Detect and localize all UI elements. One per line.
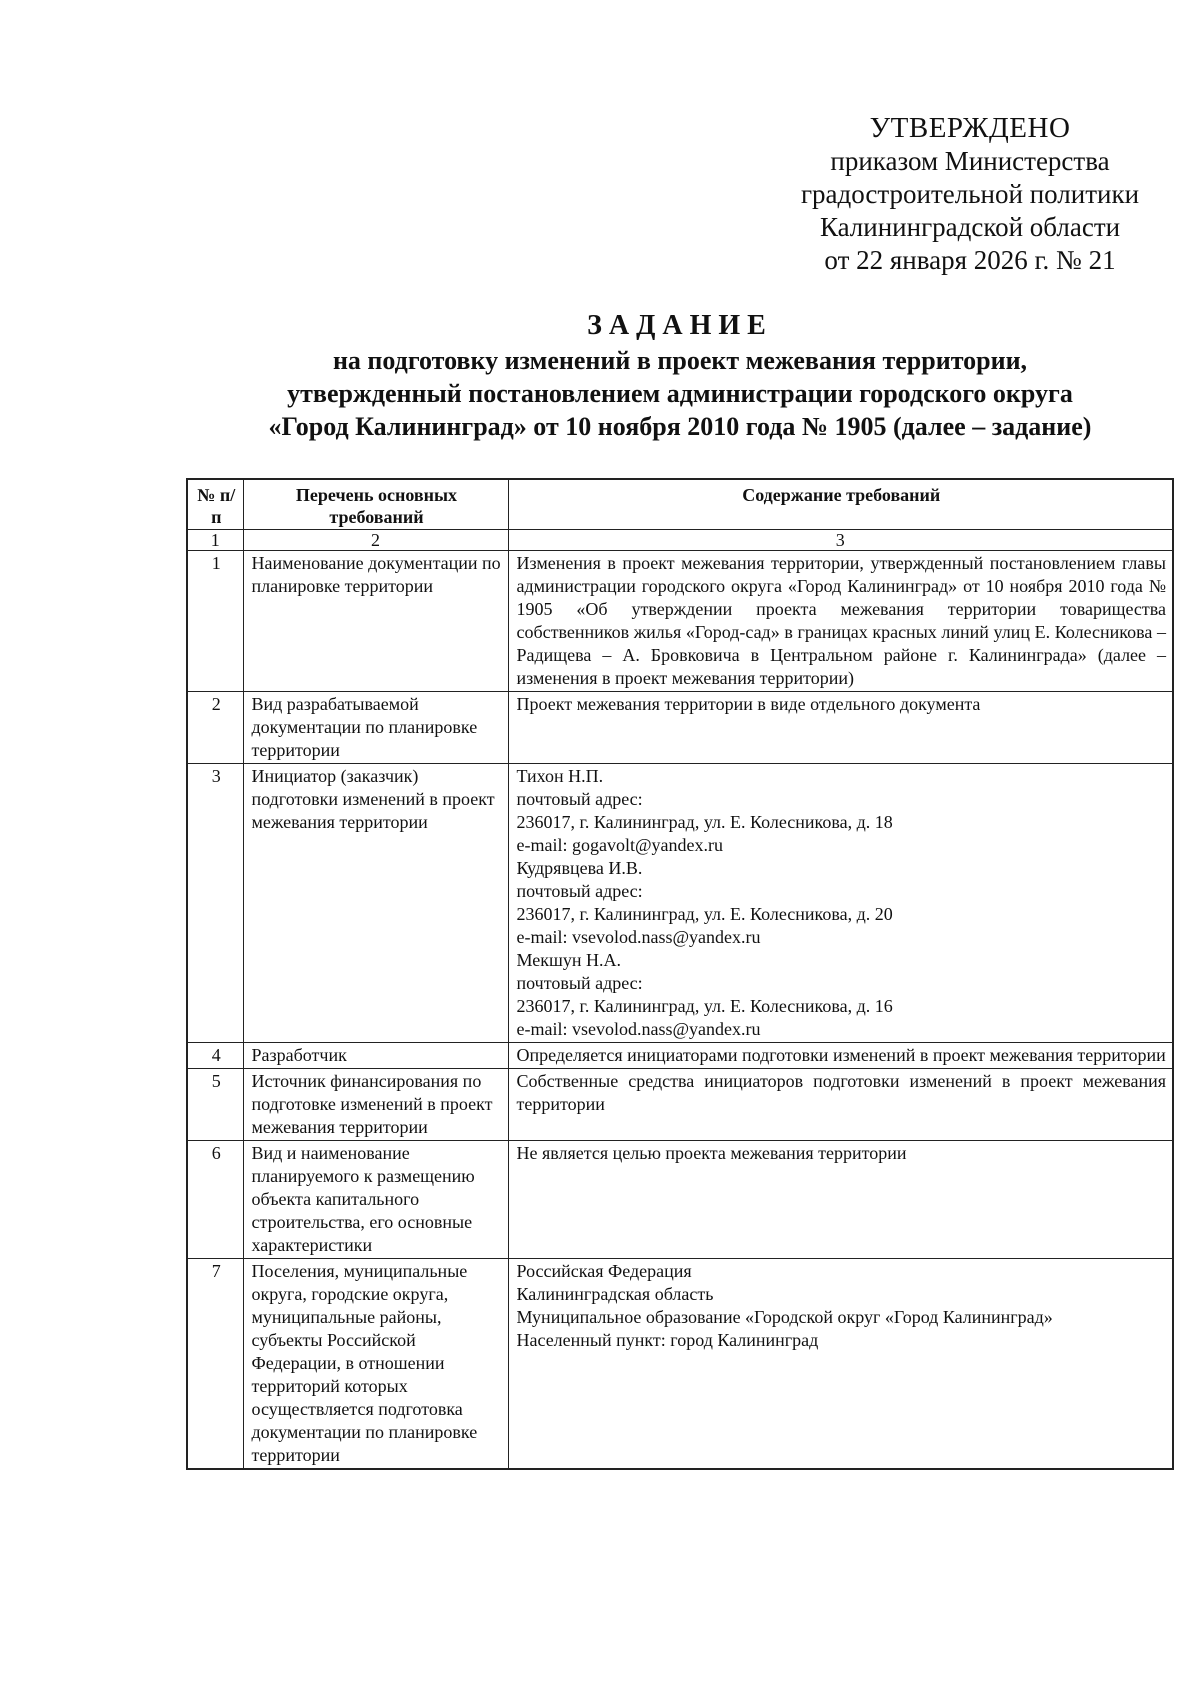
row-content: Проект межевания территории в виде отдельного документа (508, 692, 1173, 764)
table-row (187, 764, 1173, 1043)
row-number: 7 (187, 1259, 243, 1470)
table-row (187, 1141, 1173, 1259)
row-number: 3 (187, 764, 243, 1043)
approval-date-line: от 22 января 2026 г. № 21 (824, 245, 1116, 275)
row-content: Не является целью проекта межевания территории (508, 1141, 1173, 1259)
row-requirement: Источник финансирования по подготовке изменений в проект межевания территории (243, 1069, 508, 1141)
row-content (508, 1259, 1173, 1470)
title-subline: «Город Калининград» от 10 ноября 2010 года № 1905 (далее – задание) (268, 412, 1092, 441)
content-line: Российская Федерация (516, 1261, 692, 1281)
content-line: 236017, г. Калининград, ул. Е. Колесникова, д. 20 (516, 904, 893, 924)
row-number: 1 (187, 551, 243, 692)
approval-stamp (770, 112, 1170, 277)
row-content: Собственные средства инициаторов подготовки изменений в проект межевания территории (508, 1069, 1173, 1141)
content-line: почтовый адрес: (516, 789, 643, 809)
content-line: e-mail: vsevolod.nass@yandex.ru (516, 927, 761, 947)
row-content: Изменения в проект межевания территории, утвержденный постановлением главы администрации городского округа «Город Калининград» от 10 ноября 2010 года № 1905 «Об утверждении проекта межевания территории товарищества собственников жилья «Город-сад» в границах красных линий улиц Е. Колесникова – Радищева – А. Бровковича в Центральном районе г. Калининграда» (далее – изменения в проект межевания территории) (508, 551, 1173, 692)
content-line: Тихон Н.П. (516, 766, 604, 786)
title-subline: утвержденный постановлением администрации городского округа (287, 379, 1073, 408)
content-line: Калининградская область (516, 1284, 714, 1304)
row-requirement: Наименование документации по планировке территории (243, 551, 508, 692)
row-number: 5 (187, 1069, 243, 1141)
document-title (190, 308, 1170, 443)
column-index: 2 (243, 530, 508, 551)
content-line: e-mail: vsevolod.nass@yandex.ru (516, 1019, 761, 1039)
row-requirement: Поселения, муниципальные округа, городские округа, муниципальные районы, субъекты Российской Федерации, в отношении территорий которых осуществляется подготовка документации по планировке территории (243, 1259, 508, 1470)
content-line: 236017, г. Калининград, ул. Е. Колесникова, д. 18 (516, 812, 893, 832)
approval-line: градостроительной политики (800, 179, 1140, 209)
column-index: 1 (187, 530, 243, 551)
content-line: Муниципальное образование «Городской округ «Город Калининград» (516, 1307, 1053, 1327)
header-requirement: Перечень основных требований (243, 479, 508, 530)
content-line: почтовый адрес: (516, 973, 643, 993)
row-requirement: Вид и наименование планируемого к размещению объекта капитального строительства, его основные характеристики (243, 1141, 508, 1259)
table-row (187, 1259, 1173, 1470)
row-requirement: Разработчик (243, 1043, 508, 1069)
column-index-row (187, 530, 1173, 551)
table-row (187, 1043, 1173, 1069)
approval-heading: УТВЕРЖДЕНО (869, 112, 1071, 144)
title-main: ЗАДАНИЕ (587, 310, 773, 341)
content-line: Мекшун Н.А. (516, 950, 621, 970)
row-number: 2 (187, 692, 243, 764)
requirements-table (186, 478, 1174, 1470)
row-number: 6 (187, 1141, 243, 1259)
table-row (187, 551, 1173, 692)
title-subline: на подготовку изменений в проект межевания территории, (332, 346, 1028, 375)
row-requirement: Инициатор (заказчик) подготовки изменений в проект межевания территории (243, 764, 508, 1043)
approval-line: приказом Министерства (830, 146, 1110, 176)
content-line: Кудрявцева И.В. (516, 858, 643, 878)
content-line: e-mail: gogavolt@yandex.ru (516, 835, 724, 855)
content-line: почтовый адрес: (516, 881, 643, 901)
column-index: 3 (508, 530, 1173, 551)
header-number: № п/п (187, 479, 243, 530)
content-line: 236017, г. Калининград, ул. Е. Колесникова, д. 16 (516, 996, 893, 1016)
row-content: Определяется инициаторами подготовки изменений в проект межевания территории (508, 1043, 1173, 1069)
approval-line: Калининградской области (819, 212, 1121, 242)
table-row (187, 692, 1173, 764)
row-content (508, 764, 1173, 1043)
row-number: 4 (187, 1043, 243, 1069)
table-row (187, 1069, 1173, 1141)
header-content: Содержание требований (508, 479, 1173, 530)
content-line: Населенный пункт: город Калининград (516, 1330, 819, 1350)
table-header-row (187, 479, 1173, 530)
row-requirement: Вид разрабатываемой документации по планировке территории (243, 692, 508, 764)
